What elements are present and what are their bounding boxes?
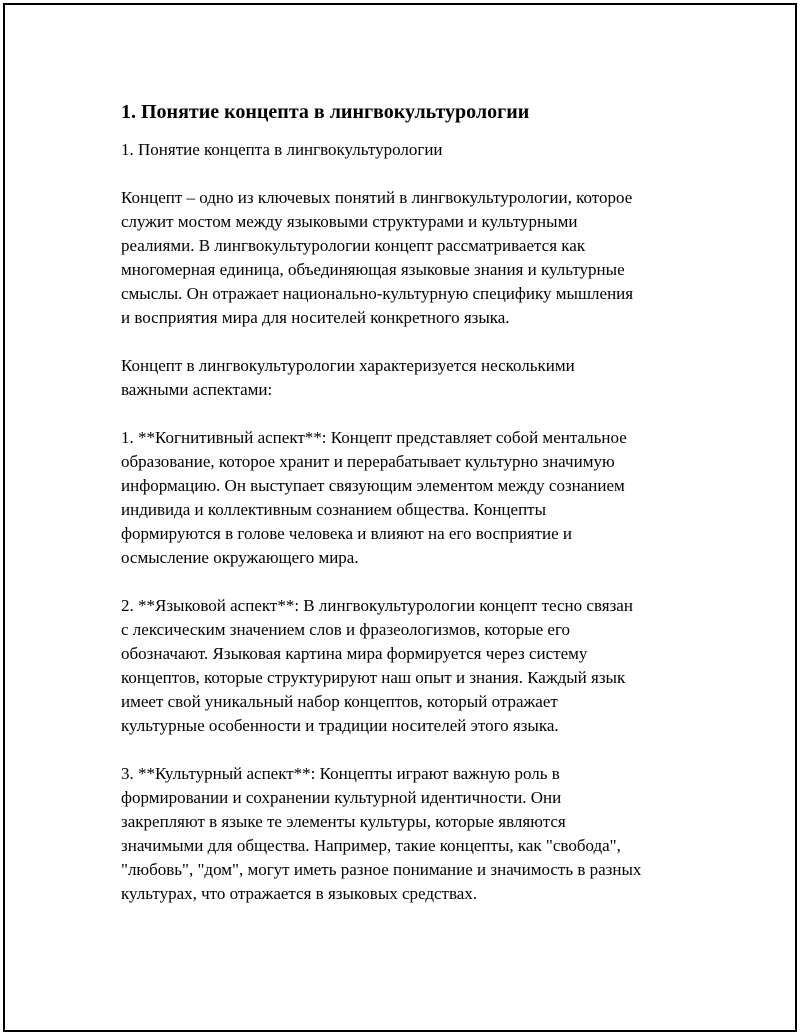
paragraph-language-aspect <box>121 594 696 738</box>
text-line: с лексическим значением слов и фразеологизмов, которые его <box>121 620 571 639</box>
paragraph-cognitive-aspect <box>121 426 696 570</box>
text-line: 1. Понятие концепта в лингвокультурологии <box>121 140 443 159</box>
text-line: 3. **Культурный аспект**: Концепты играют важную роль в <box>121 764 560 783</box>
text-line: Концепт – одно из ключевых понятий в лингвокультурологии, которое <box>121 188 633 207</box>
paragraph-subtitle <box>121 138 696 162</box>
text-line: 2. **Языковой аспект**: В лингвокультурологии концепт тесно связан <box>121 596 633 615</box>
text-line: формируются в голове человека и влияют на его восприятие и <box>121 524 573 543</box>
text-line: "любовь", "дом", могут иметь разное понимание и значимость в разных <box>121 860 642 879</box>
text-line: индивида и коллективным сознанием общества. Концепты <box>121 500 547 519</box>
text-line: реалиями. В лингвокультурологии концепт рассматривается как <box>121 236 586 255</box>
text-line: образование, которое хранит и перерабатывает культурно значимую <box>121 452 615 471</box>
text-line: служит мостом между языковыми структурами и культурными <box>121 212 578 231</box>
text-line: 1. **Когнитивный аспект**: Концепт представляет собой ментальное <box>121 428 627 447</box>
paragraph-cultural-aspect <box>121 762 696 906</box>
text-line: информацию. Он выступает связующим элементом между сознанием <box>121 476 625 495</box>
page-frame <box>3 3 797 1032</box>
paragraph-intro <box>121 186 696 330</box>
text-line: обозначают. Языковая картина мира формируется через систему <box>121 644 588 663</box>
paragraph-aspects-lead <box>121 354 696 402</box>
text-line: многомерная единица, объединяющая языковые знания и культурные <box>121 260 625 279</box>
document-body <box>121 100 696 930</box>
text-line: важными аспектами: <box>121 380 273 399</box>
text-line: концептов, которые структурируют наш опыт и знания. Каждый язык <box>121 668 626 687</box>
text-line: имеет свой уникальный набор концептов, который отражает <box>121 692 558 711</box>
text-line: культурные особенности и традиции носителей этого языка. <box>121 716 559 735</box>
text-line: смыслы. Он отражает национально-культурную специфику мышления <box>121 284 634 303</box>
text-line: значимыми для общества. Например, такие концепты, как "свобода", <box>121 836 621 855</box>
text-line: формировании и сохранении культурной идентичности. Они <box>121 788 562 807</box>
text-line: закрепляют в языке те элементы культуры, которые являются <box>121 812 566 831</box>
text-line: культурах, что отражается в языковых средствах. <box>121 884 478 903</box>
text-line: и восприятия мира для носителей конкретного языка. <box>121 308 510 327</box>
document-title: 1. Понятие концепта в лингвокультурологии <box>121 101 530 123</box>
text-line: осмысление окружающего мира. <box>121 548 359 567</box>
text-line: Концепт в лингвокультурологии характеризуется несколькими <box>121 356 575 375</box>
